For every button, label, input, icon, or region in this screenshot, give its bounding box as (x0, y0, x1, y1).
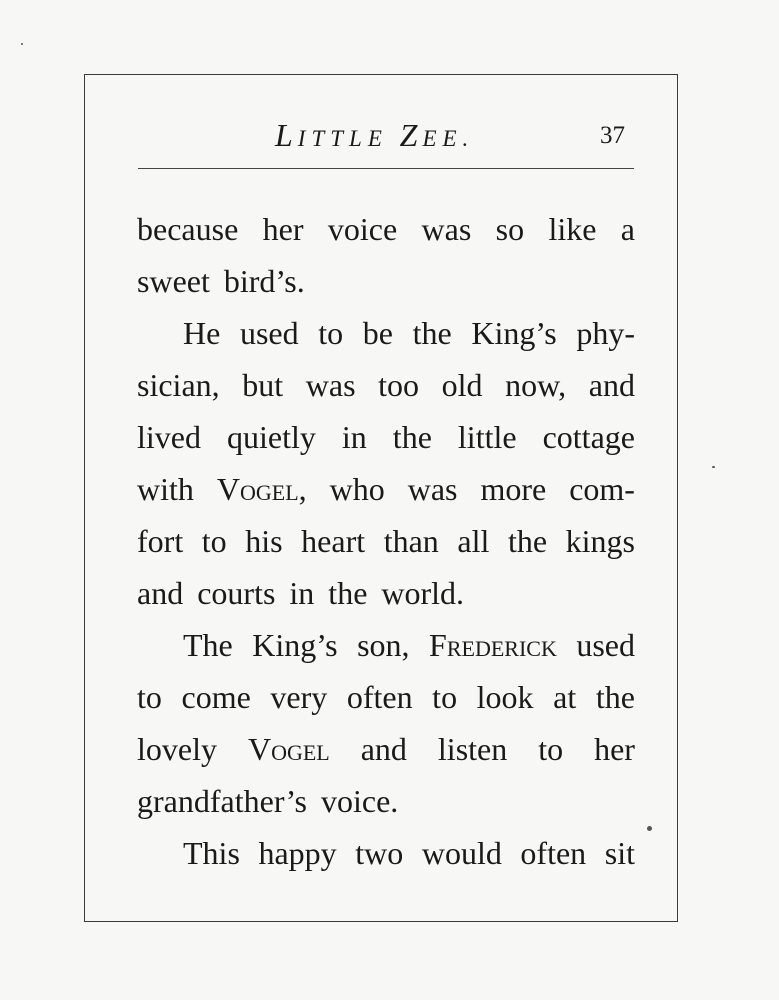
text-line: grandfather’s voice. (137, 783, 399, 819)
text-line: to come very often to look at the (137, 679, 635, 715)
page-number: 37 (600, 122, 625, 149)
text-line: sweet bird’s. (137, 263, 305, 299)
text-line: He used to be the King’s phy- (183, 315, 635, 351)
text-line: This happy two would often sit (183, 835, 635, 871)
page-frame (84, 74, 678, 922)
header-rule (138, 168, 634, 169)
paper-speck (712, 466, 715, 468)
paper-speck (21, 43, 23, 45)
text-line: with Vogel, who was more com- (137, 471, 635, 507)
text-line: because her voice was so like a (137, 211, 635, 247)
text-line: and courts in the world. (137, 575, 465, 611)
text-line: lived quietly in the little cottage (137, 419, 635, 455)
body-text (137, 203, 635, 879)
text-line: lovely Vogel and listen to her (137, 731, 635, 767)
paper-speck (647, 826, 652, 831)
text-line: sician, but was too old now, and (137, 367, 635, 403)
text-line: The King’s son, Frederick used (183, 627, 635, 663)
text-line: fort to his heart than all the kings (137, 523, 635, 559)
running-head (85, 115, 677, 155)
running-title: LITTLE ZEE. (275, 117, 475, 153)
